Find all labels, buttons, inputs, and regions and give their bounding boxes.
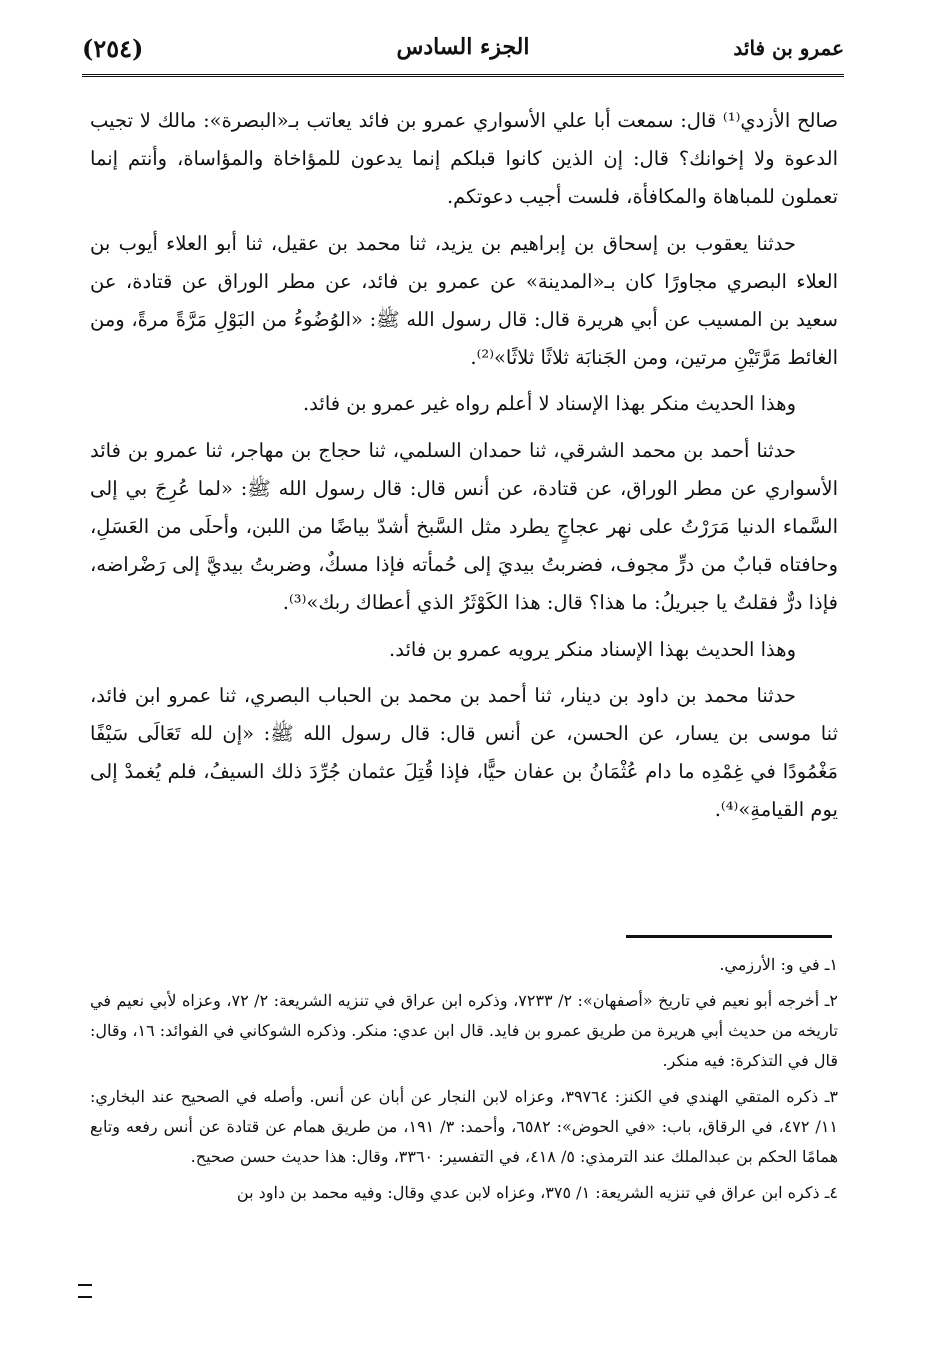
footnotes	[90, 950, 838, 1214]
footnote: ٣ـ ذكره المتقي الهندي في الكنز: ٣٩٧٦٤، وعزاه لابن النجار عن أبان عن أنس. وأصله في الصحيح عند البخاري: ١١/ ٤٧٢، في الرقاق، باب: «في الحوض»: ٦٥٨٢، وأحمد: ٣/ ١٩١، من طريق همام عن قتادة عن أنس رفعه وتابع همامًا الحكم بن عبدالملك عند الترمذي: ٥/ ٤١٨، في التفسير: ٣٣٦٠، وقال: هذا حديث حسن صحيح.	[90, 1087, 838, 1166]
paragraph: حدثنا محمد بن داود بن دينار، ثنا أحمد بن محمد بن الحباب البصري، ثنا عمرو ابن فائد، ثنا موسى بن يسار، عن الحسن، عن أنس قال: قال رسول الله ﷺ: «إن لله تَعَالَى سَيْفًا مَغْمُودًا في غِمْدِه ما دام عُثْمَانُ بن عفان حيًّا، فإذا قُتِلَ عثمان جُرِّدَ ذلك السيفُ، فلم يُغمدْ إلى يوم القيامةِ»⁽⁴⁾.	[90, 683, 838, 822]
footnote-divider	[626, 935, 832, 938]
page-number: (٢٥٤)	[82, 34, 144, 63]
paragraph: وهذا الحديث بهذا الإسناد منكر يرويه عمرو بن فائد.	[389, 637, 796, 661]
header-divider	[82, 74, 844, 77]
main-text	[90, 102, 838, 838]
paragraph: صالح الأزدي⁽¹⁾ قال: سمعت أبا علي الأسواري عمرو بن فائد يعاتب بـ«البصرة»: مالك لا تجيب الدعوة ولا إخوانك؟ قال: إن الذين كانوا قبلكم إنما يدعون للمؤاخاة والمؤاساة، وأنتم إنما تعملون للمباهاة والمكافأة، فلست أجيب دعوتكم.	[90, 109, 838, 209]
continuation-mark	[78, 1284, 92, 1298]
paragraph: وهذا الحديث منكر بهذا الإسناد لا أعلم رواه غير عمرو بن فائد.	[302, 392, 796, 416]
page-header	[82, 28, 844, 68]
volume-title: الجزء السادس	[396, 34, 530, 60]
footnote: ١ـ في و: الأرزمي.	[719, 955, 838, 974]
paragraph: حدثنا أحمد بن محمد الشرقي، ثنا حمدان السلمي، ثنا حجاج بن مهاجر، ثنا عمرو بن فائد الأسواري عن مطر الوراق، عن قتادة، عن أنس قال: قال رسول الله ﷺ: «لما عُرِجَ بي إلى السَّماء الدنيا مَرَرْتُ على نهر عجاجٍ يطرد مثل السَّبخ أشدّ بياضًا من اللبن، وأحلَى من العَسَلِ، وحافتاه قبابٌ من درٍّ مجوف، فضربتُ بيديَ إلى حُمأته فإذا مسكٌ، وضربتُ بيديَّ إلى رَضْراضه، فإذا درٌّ فقلتُ يا جبريلُ: ما هذا؟ قال: هذا الكَوْثَرُ الذي أعطاك ربك»⁽³⁾.	[90, 438, 838, 615]
footnote: ٤ـ ذكره ابن عراق في تنزيه الشريعة: ١/ ٣٧٥، وعزاه لابن عدي وقال: وفيه محمد بن داود بن	[236, 1183, 838, 1202]
footnote: ٢ـ أخرجه أبو نعيم في تاريخ «أصفهان»: ٢/ ٧٢٣٣، وذكره ابن عراق في تنزيه الشريعة: ٢/ ٧٢، وعزاه لأبي نعيم في تاريخه من حديث أبي هريرة من طريق عمرو بن فايد. قال ابن عدي: منكر. وذكره الشوكاني في الفوائد: ١٦، وقال: قال في التذكرة: فيه منكر.	[90, 991, 838, 1070]
paragraph: حدثنا يعقوب بن إسحاق بن إبراهيم بن يزيد، ثنا محمد بن عقيل، ثنا أبو العلاء أيوب بن العلاء البصري مجاورًا كان بـ«المدينة» عن عمرو بن فائد، عن مطر الوراق عن قتادة، عن سعيد بن المسيب عن أبي هريرة قال: قال رسول الله ﷺ: «الوُضُوءُ من البَوْلِ مَرَّةً مرةً، ومن الغائط مَرَّتَيْنِ مرتين، ومن الجَنابَة ثلاثًا ثلاثًا»⁽²⁾.	[90, 231, 838, 370]
running-head-author: عمرو بن فائد	[733, 36, 844, 60]
